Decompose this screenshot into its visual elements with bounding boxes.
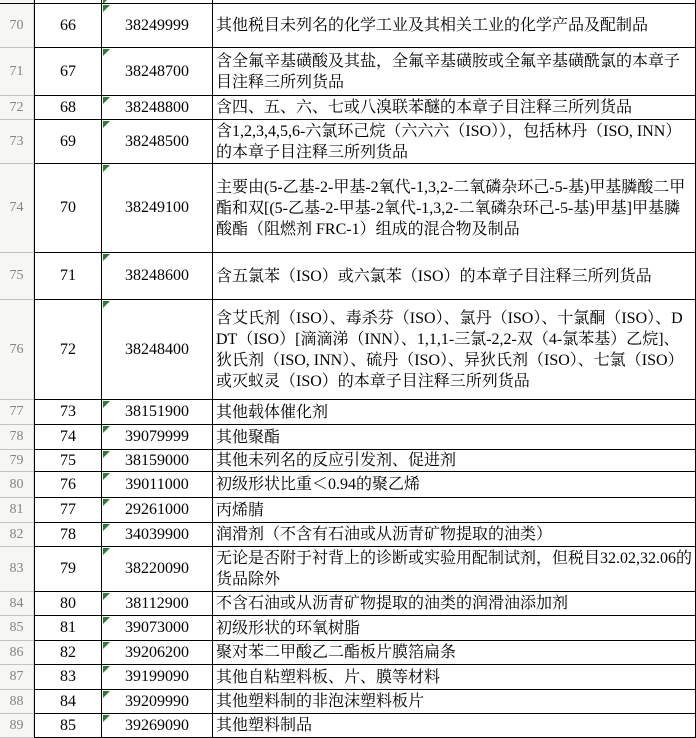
sequence-value: 76 (60, 475, 76, 493)
sequence-cell[interactable] (34, 547, 101, 592)
table-row (0, 253, 696, 300)
description-text: 其他塑料制的非泡沫塑料板片 (216, 693, 425, 710)
table-row (0, 547, 696, 592)
hs-code-cell[interactable] (101, 592, 212, 616)
number-stored-as-text-indicator-icon (103, 666, 110, 673)
hs-code-value: 29261000 (125, 501, 189, 518)
number-stored-as-text-indicator-icon (103, 426, 110, 433)
row-number-header[interactable] (0, 300, 34, 400)
sequence-cell[interactable] (34, 253, 101, 300)
sequence-value: 73 (60, 403, 76, 420)
number-stored-as-text-indicator-icon (103, 499, 110, 506)
description-cell[interactable] (212, 690, 696, 714)
row-number-label: 87 (9, 669, 24, 684)
description-text: 初级形状比重＜0.94的聚乙烯 (216, 476, 421, 493)
description-text: 聚对苯二甲酸乙二酯板片膜箔扁条 (216, 644, 457, 661)
sequence-cell[interactable] (34, 400, 101, 425)
row-number-label: 75 (9, 268, 24, 283)
table-row (0, 4, 696, 48)
description-cell[interactable] (212, 425, 696, 450)
hs-code-cell[interactable] (101, 4, 212, 48)
sequence-cell[interactable] (34, 592, 101, 616)
sequence-cell[interactable] (34, 616, 101, 641)
hs-code-value: 39269090 (125, 716, 189, 734)
hs-code-value: 39199090 (125, 668, 189, 685)
row-number-label: 86 (9, 644, 24, 660)
row-number-label: 81 (9, 502, 24, 517)
description-cell[interactable] (212, 253, 696, 300)
sequence-value: 80 (60, 594, 76, 612)
description-text: 无论是否附于衬背上的诊断或实验用配制试剂，但税目32.02,32.06的货品除外 (216, 550, 693, 588)
description-cell[interactable] (212, 450, 696, 472)
hs-code-cell[interactable] (101, 253, 212, 300)
description-cell[interactable] (212, 96, 696, 120)
row-number-label: 88 (9, 693, 24, 709)
hs-code-value: 39209990 (125, 692, 189, 710)
number-stored-as-text-indicator-icon (103, 451, 110, 458)
table-row (0, 300, 696, 400)
row-number-label: 72 (9, 99, 24, 115)
row-number-label: 73 (9, 133, 24, 149)
sequence-value: 84 (60, 692, 76, 710)
description-cell[interactable] (212, 48, 696, 96)
number-stored-as-text-indicator-icon (103, 524, 110, 531)
table-row (0, 498, 696, 523)
sequence-cell[interactable] (34, 425, 101, 450)
row-number-label: 78 (9, 429, 24, 444)
number-stored-as-text-indicator-icon (103, 165, 110, 172)
sequence-value: 85 (60, 716, 76, 734)
sequence-cell[interactable] (34, 498, 101, 523)
sequence-cell[interactable] (34, 120, 101, 164)
row-number-header[interactable] (0, 498, 34, 523)
table-row (0, 665, 696, 690)
hs-code-value: 39206200 (125, 643, 189, 661)
description-cell[interactable] (212, 300, 696, 400)
table-row (0, 523, 696, 547)
hs-code-value: 39011000 (125, 475, 189, 493)
hs-code-value: 38248600 (125, 267, 189, 284)
sequence-cell[interactable] (34, 164, 101, 253)
hs-code-cell[interactable] (101, 547, 212, 592)
sequence-value: 78 (60, 525, 76, 543)
sequence-cell[interactable] (34, 48, 101, 96)
row-number-label: 76 (9, 341, 24, 357)
table-row (0, 616, 696, 641)
sequence-cell[interactable] (34, 665, 101, 690)
row-number-label: 79 (9, 452, 24, 468)
table-body (0, 4, 696, 738)
hs-code-value: 38248400 (125, 340, 189, 358)
number-stored-as-text-indicator-icon (103, 548, 110, 555)
sequence-cell[interactable] (34, 450, 101, 472)
row-number-label: 77 (9, 404, 24, 419)
number-stored-as-text-indicator-icon (103, 5, 110, 12)
table-row (0, 164, 696, 253)
row-number-header[interactable] (0, 4, 34, 48)
row-number-header[interactable] (0, 400, 34, 425)
sequence-cell[interactable] (34, 714, 101, 738)
row-number-header[interactable] (0, 96, 34, 120)
description-text: 主要由(5-乙基-2-甲基-2氧代-1,3,2-二氧磷杂环己-5-基)甲基膦酸二甲酯和双[(5-乙基-2-甲基-2氧代-1,3,2-二氧磷杂环己-5-基)甲基]甲基膦酸酯（阻燃剂 FRC-1）组成的混合物及制品 (216, 178, 686, 238)
description-cell[interactable] (212, 523, 696, 547)
table-row (0, 690, 696, 714)
description-cell (212, 0, 696, 3)
description-cell[interactable] (212, 400, 696, 425)
number-stored-as-text-indicator-icon (103, 473, 110, 480)
row-number-label: 74 (9, 200, 24, 215)
hs-code-cell[interactable] (101, 523, 212, 547)
row-number-label: 80 (9, 476, 24, 492)
sequence-cell[interactable] (34, 690, 101, 714)
table-row (0, 425, 696, 450)
row-number-label: 70 (9, 17, 24, 33)
hs-code-value: 38248700 (125, 62, 189, 80)
description-text: 含四、五、六、七或八溴联苯醚的本章子目注释三所列货品 (216, 99, 633, 116)
hs-code-value: 38151900 (125, 403, 189, 420)
hs-code-cell[interactable] (101, 665, 212, 690)
row-number-header[interactable] (0, 164, 34, 253)
table-row (0, 641, 696, 665)
number-stored-as-text-indicator-icon (103, 715, 110, 722)
hs-code-cell[interactable] (101, 96, 212, 120)
sequence-value: 82 (60, 643, 76, 661)
hs-code-cell[interactable] (101, 472, 212, 498)
table-row (0, 120, 696, 164)
hs-code-cell[interactable] (101, 450, 212, 472)
description-cell[interactable] (212, 164, 696, 253)
table-row (0, 592, 696, 616)
row-number-label: 82 (9, 526, 24, 542)
sequence-cell[interactable] (34, 96, 101, 120)
hs-code-cell[interactable] (101, 164, 212, 253)
hs-code-cell[interactable] (101, 498, 212, 523)
row-number-label: 89 (9, 717, 24, 733)
hs-code-cell[interactable] (101, 120, 212, 164)
number-stored-as-text-indicator-icon (103, 0, 110, 3)
number-stored-as-text-indicator-icon (103, 97, 110, 104)
description-cell[interactable] (212, 714, 696, 738)
sequence-cell[interactable] (34, 300, 101, 400)
row-number-header[interactable] (0, 472, 34, 498)
number-stored-as-text-indicator-icon (103, 301, 110, 308)
number-stored-as-text-indicator-icon (103, 49, 110, 56)
sequence-value: 68 (60, 98, 76, 116)
row-number-header[interactable] (0, 48, 34, 96)
description-text: 丙烯腈 (216, 501, 265, 519)
description-text: 初级形状的环氧树脂 (216, 619, 361, 637)
table-row (0, 48, 696, 96)
row-number-header[interactable] (0, 641, 34, 665)
number-stored-as-text-indicator-icon (103, 617, 110, 624)
description-cell[interactable] (212, 4, 696, 48)
number-stored-as-text-indicator-icon (103, 401, 110, 408)
row-number-header[interactable] (0, 450, 34, 472)
hs-code-value: 38248500 (125, 132, 189, 150)
row-number-header[interactable] (0, 665, 34, 690)
number-stored-as-text-indicator-icon (103, 642, 110, 649)
hs-code-cell[interactable] (101, 48, 212, 96)
hs-code-cell[interactable] (101, 400, 212, 425)
sequence-value: 81 (60, 619, 76, 636)
row-number-header[interactable] (0, 690, 34, 714)
hs-code-value: 39073000 (125, 619, 189, 636)
sequence-value: 69 (60, 132, 76, 150)
hs-code-cell[interactable] (101, 425, 212, 450)
row-number-header[interactable] (0, 120, 34, 164)
sequence-value: 74 (60, 428, 76, 445)
description-cell[interactable] (212, 472, 696, 498)
hs-code-value: 38249999 (125, 16, 189, 34)
hs-code-cell[interactable] (101, 300, 212, 400)
hs-code-value: 38248800 (125, 98, 189, 116)
hs-code-cell[interactable] (101, 714, 212, 738)
description-text: 其他自粘塑料板、片、膜等材料 (216, 668, 441, 686)
number-stored-as-text-indicator-icon (103, 254, 110, 261)
table-row (0, 450, 696, 472)
description-text: 含全氟辛基磺酸及其盐，全氟辛基磺胺或全氟辛基磺酰氯的本章子目注释三所列货品 (216, 52, 681, 91)
description-text: 含五氯苯（ISO）或六氯苯（ISO）的本章子目注释三所列货品 (216, 267, 652, 285)
row-number-header[interactable] (0, 425, 34, 450)
sequence-cell[interactable] (34, 472, 101, 498)
row-number-label: 84 (9, 595, 24, 611)
row-number-header (0, 0, 34, 3)
row-number-header[interactable] (0, 714, 34, 738)
sequence-value: 72 (60, 340, 76, 358)
description-cell[interactable] (212, 498, 696, 523)
sequence-cell[interactable] (34, 523, 101, 547)
hs-code-value: 38159000 (125, 451, 189, 469)
row-number-label: 71 (9, 63, 24, 79)
description-cell[interactable] (212, 641, 696, 665)
sequence-value: 77 (60, 501, 76, 518)
hs-code-value: 38249100 (125, 199, 189, 216)
description-cell[interactable] (212, 547, 696, 592)
sequence-cell[interactable] (34, 641, 101, 665)
description-text: 含1,2,3,4,5,6-六氯环己烷（六六六（ISO）），包括林丹（ISO, INN）的本章子目注释三所列货品 (216, 122, 682, 161)
number-stored-as-text-indicator-icon (103, 121, 110, 128)
description-text: 其他载体催化剂 (216, 403, 329, 421)
sequence-cell (34, 0, 101, 3)
description-text: 润滑剂（不含有石油或从沥青矿物提取的油类） (216, 526, 553, 543)
description-text: 其他未列名的反应引发剂、促进剂 (216, 452, 457, 469)
description-cell[interactable] (212, 616, 696, 641)
row-number-header[interactable] (0, 616, 34, 641)
row-number-header[interactable] (0, 253, 34, 300)
sequence-value: 70 (60, 199, 76, 216)
description-text: 其他聚酯 (216, 428, 281, 446)
hs-code-cell[interactable] (101, 641, 212, 665)
description-text: 不含石油或从沥青矿物提取的油类的润滑油添加剂 (216, 595, 569, 612)
row-number-label: 85 (9, 620, 24, 635)
sequence-value: 66 (60, 16, 76, 34)
row-number-header[interactable] (0, 592, 34, 616)
hs-code-value: 38220090 (125, 560, 189, 577)
row-number-header[interactable] (0, 547, 34, 592)
table-row (0, 96, 696, 120)
hs-code-cell[interactable] (101, 690, 212, 714)
description-text: 其他税目未列名的化学工业及其相关工业的化学产品及配制品 (216, 17, 649, 34)
table-row (0, 472, 696, 498)
table-row (0, 714, 696, 738)
description-text: 含艾氏剂（ISO）、毒杀芬（ISO）、氯丹（ISO）、十氯酮（ISO）、DDT（ISO）[滴滴涕（INN）、1,1,1-三氯-2,2-双（4-氯苯基）乙烷]、狄氏剂（ISO, INN）、硫丹（ISO）、异狄氏剂（ISO）、七氯（ISO）或灭蚁灵（ISO）的本章子目注释三所列货品 (216, 309, 684, 390)
row-number-header[interactable] (0, 523, 34, 547)
hs-code-value: 39079999 (125, 428, 189, 445)
sequence-value: 67 (60, 62, 76, 80)
description-cell[interactable] (212, 665, 696, 690)
hs-code-value: 38112900 (125, 594, 189, 612)
description-text: 其他塑料制品 (216, 717, 313, 734)
sequence-value: 79 (60, 560, 76, 577)
table-row (0, 400, 696, 425)
hs-code-cell (101, 0, 212, 3)
number-stored-as-text-indicator-icon (103, 593, 110, 600)
sequence-value: 83 (60, 668, 76, 685)
sequence-cell[interactable] (34, 4, 101, 48)
number-stored-as-text-indicator-icon (103, 691, 110, 698)
hs-code-value: 34039900 (125, 525, 189, 543)
sequence-value: 71 (60, 267, 76, 284)
row-number-label: 83 (9, 561, 24, 576)
description-cell[interactable] (212, 120, 696, 164)
sequence-value: 75 (60, 451, 76, 469)
hs-code-cell[interactable] (101, 616, 212, 641)
description-cell[interactable] (212, 592, 696, 616)
